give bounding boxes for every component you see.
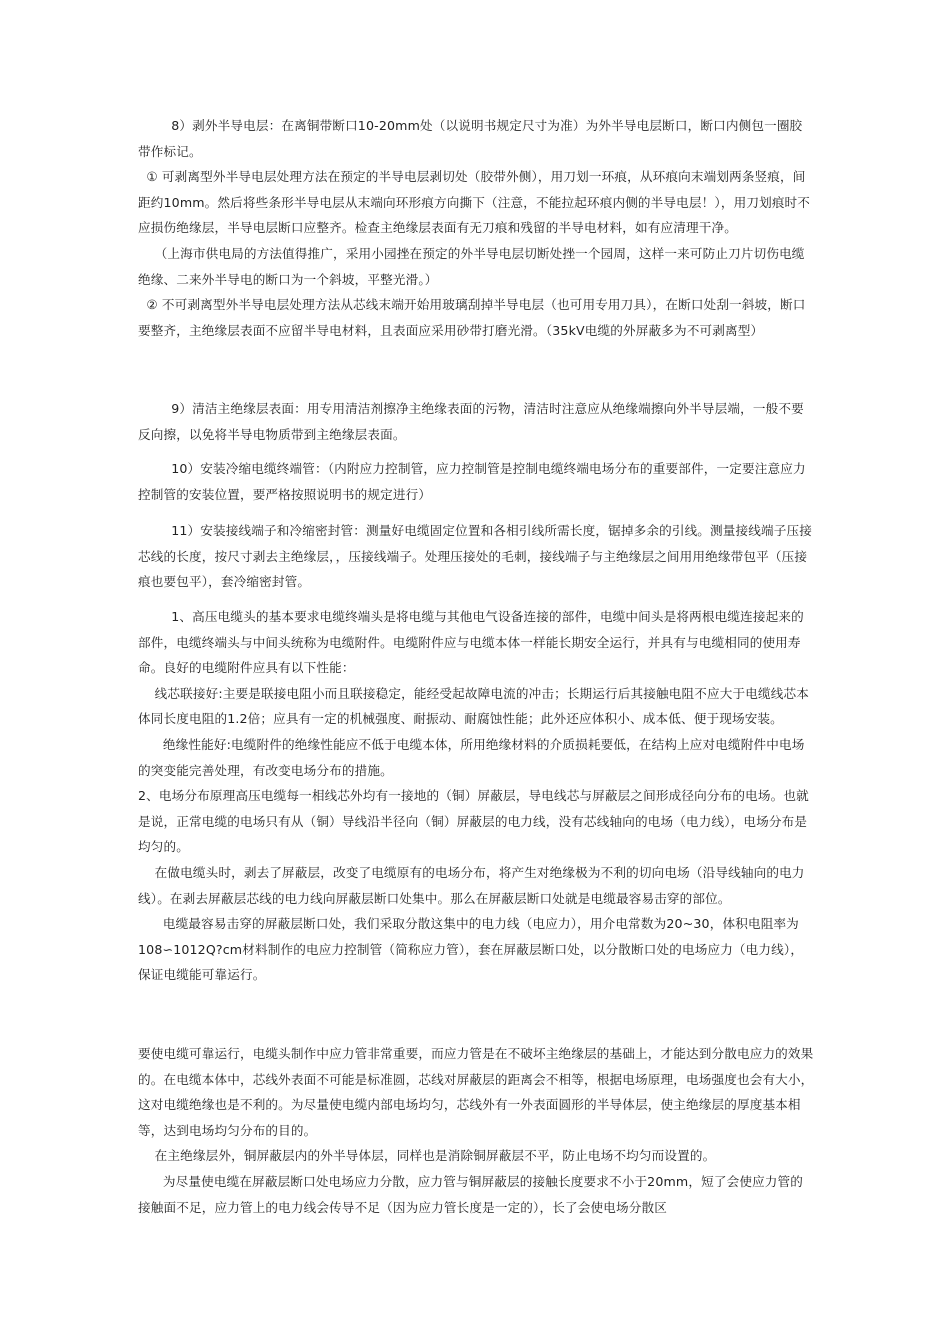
paragraph-insulation-performance: 绝缘性能好:电缆附件的绝缘性能应不低于电缆本体，所用绝缘材料的介质损耗要低，在结构上应对电缆附件中电场的突变能完善处理，有改变电场分布的措施。 [138, 736, 805, 778]
paragraph-core-connection: 线芯联接好:主要是联接电阻小而且联接稳定，能经受起故障电流的冲击；长期运行后其接触电阻不应大于电缆线芯本体同长度电阻的1.2倍；应具有一定的机械强度、耐振动、耐腐蚀性能；此外还应体积小、成本低、便于现场安装。 [138, 685, 809, 727]
section-install-termination [138, 456, 814, 507]
section-stress-tube-importance [138, 1041, 814, 1220]
paragraph-step-10: 10）安装冷缩电缆终端管：（内附应力控制管，应力控制管是控制电缆终端电场分布的重要部件，一定要注意应力控制管的安装位置，要严格按照说明书的规定进行） [138, 461, 806, 502]
paragraph-stripped-shield: 在做电缆头时，剥去了屏蔽层，改变了电缆原有的电场分布，将产生对绝缘极为不利的切向电场（沿导线轴向的电力线）。在剥去屏蔽层芯线的电力线向屏蔽层断口处集中。那么在屏蔽层断口处就是电缆最容易击穿的部位。 [138, 864, 805, 906]
paragraph-shanghai-method: （上海市供电局的方法值得推广，采用小园挫在预定的外半导电层切断处挫一个园周，这样一来可防止刀片切伤电缆绝缘、二来外半导电的断口为一个斜坡，平整光滑。） [138, 245, 805, 287]
paragraph-step-9: 9）清洁主绝缘层表面：用专用清洁剂擦净主绝缘表面的污物，清洁时注意应从绝缘端擦向外半导层端，一般不要反向擦，以免将半导电物质带到主绝缘层表面。 [138, 401, 804, 442]
paragraph-step-8: 8）剥外半导电层：在离铜带断口10-20mm处（以说明书规定尺寸为准）为外半导电层断口，断口内侧包一圈胶带作标记。 [138, 118, 803, 159]
section-clean-insulation [138, 396, 814, 447]
section-basic-requirements [138, 604, 814, 988]
paragraph-stress-tube: 电缆最容易击穿的屏蔽层断口处，我们采取分散这集中的电力线（电应力），用介电常数为20~30，体积电阻率为108∽1012Q?cm材料制作的电应力控制管（简称应力管），套在屏蔽层断口处，以分散断口处的电场应力（电力线），保证电缆能可靠运行。 [138, 916, 804, 983]
paragraph-requirement-intro: 1、高压电缆头的基本要求电缆终端头是将电缆与其他电气设备连接的部件，电缆中间头是将两根电缆连接起来的部件，电缆终端头与中间头统称为电缆附件。电缆附件应与电缆本体一样能长期安全运行，并具有与电缆相同的使用寿命。良好的电缆附件应具有以下性能： [138, 609, 804, 676]
paragraph-non-strippable-method: ② 不可剥离型外半导电层处理方法从芯线末端开始用玻璃刮掉半导电层（也可用专用刀具），在断口处刮一斜坡，断口要整齐，主绝缘层表面不应留半导电材料，且表面应采用砂带打磨光滑。（35kV电缆的外屏蔽多为不可剥离型） [138, 297, 806, 338]
paragraph-contact-length: 为尽量使电缆在屏蔽层断口处电场应力分散，应力管与铜屏蔽层的接触长度要求不小于20mm，短了会使应力管的接触面不足，应力管上的电力线会传导不足（因为应力管长度是一定的），长了会使电场分散区 [138, 1173, 804, 1215]
paragraph-strippable-method: ① 可剥离型外半导电层处理方法在预定的半导电层剥切处（胶带外侧），用刀划一环痕，从环痕向末端划两条竖痕，间距约10mm。然后将些条形半导电层从末端向环形痕方向撕下（注意，不能拉起环痕内侧的半导电层！），用刀划痕时不应损伤绝缘层，半导电层断口应整齐。检查主绝缘层表面有无刀痕和残留的半导电材料，如有应清理干净。 [138, 169, 811, 236]
section-install-lug [138, 518, 814, 595]
paragraph-outer-semiconductive: 在主绝缘层外，铜屏蔽层内的外半导体层，同样也是消除铜屏蔽层不平，防止电场不均匀而设置的。 [138, 1148, 716, 1164]
section-peel-semiconductive-layer [138, 113, 814, 343]
paragraph-reliable-operation: 要使电缆可靠运行，电缆头制作中应力管非常重要，而应力管是在不破坏主绝缘层的基础上，才能达到分散电应力的效果的。在电缆本体中，芯线外表面不可能是标准圆，芯线对屏蔽层的距离会不相等，根据电场原理，电场强度也会有大小，这对电缆绝缘也是不利的。为尽量使电缆内部电场均匀，芯线外有一外表面圆形的半导体层，使主绝缘层的厚度基本相等，达到电场均匀分布的目的。 [138, 1046, 814, 1138]
paragraph-field-distribution: 2、电场分布原理高压电缆每一相线芯外均有一接地的（铜）屏蔽层，导电线芯与屏蔽层之间形成径向分布的电场。也就是说，正常电缆的电场只有从（铜）导线沿半径向（铜）屏蔽层的电力线，没有芯线轴向的电场（电力线），电场分布是均匀的。 [138, 788, 809, 855]
paragraph-step-11: 11）安装接线端子和冷缩密封管：测量好电缆固定位置和各相引线所需长度，锯掉多余的引线。测量接线端子压接芯线的长度，按尺寸剥去主绝缘层，，压接线端子。处理压接处的毛刺，接线端子与主绝缘层之间用用绝缘带包平（压接痕也要包平），套冷缩密封管。 [138, 523, 813, 590]
